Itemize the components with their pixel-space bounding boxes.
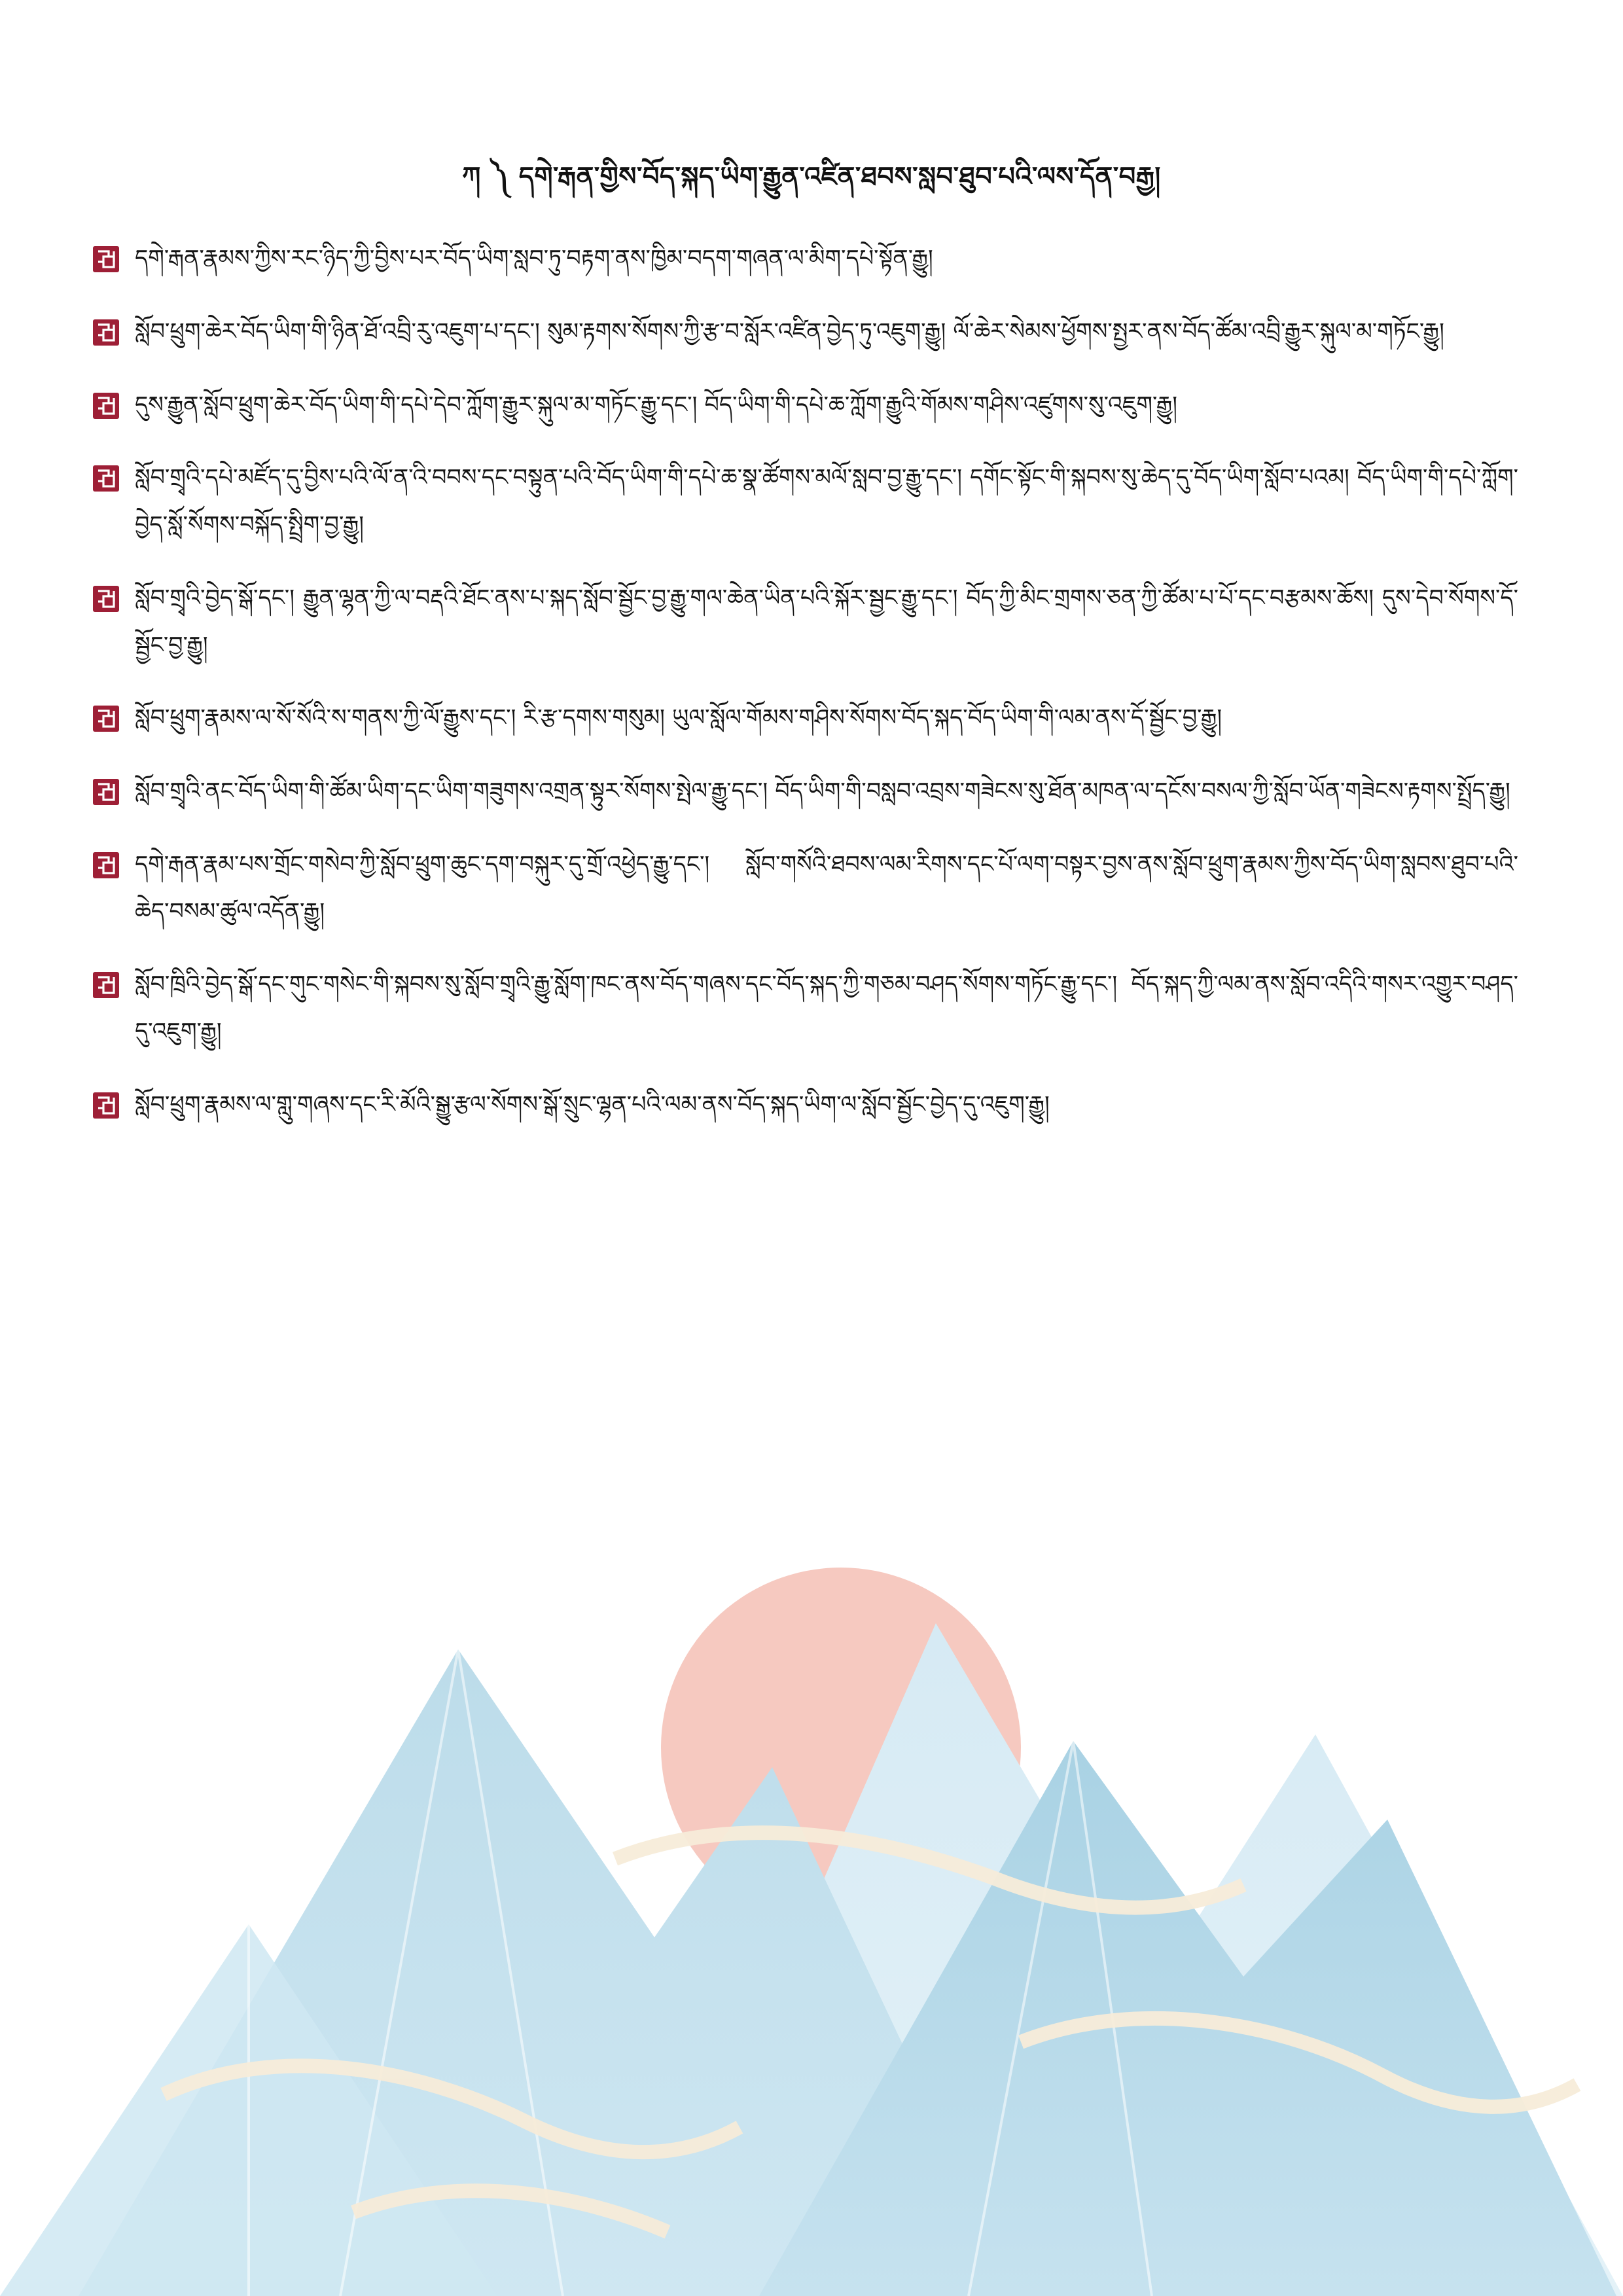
list-item (92, 236, 1518, 283)
list-item (92, 382, 1518, 429)
list-item-text: སློབ་ཕྲུག་རྣམས་ལ་སོ་སོའི་ས་གནས་ཀྱི་ལོ་རྒྱུས་དང་། རི་རྩ་དགས་གསུམ། ཡུལ་སློལ་གོམས་གཤིས་སོགས་བོད་སྐད་བོད་ཡིག་གི་ལམ་ནས་དོ་སྦྱོང་བྱ་རྒྱུ། (135, 705, 1222, 732)
list-item (92, 575, 1518, 670)
endless-knot-icon (92, 1091, 120, 1120)
list-item-text: དུས་རྒྱུན་སློབ་ཕྲུག་ཆེར་བོད་ཡིག་གི་དཔེ་དེབ་ཀློག་རྒྱུར་སྐུལ་མ་གཏོང་རྒྱུ་དང་། བོད་ཡིག་གི་དཔེ་ཆ་ཀློག་རྒྱུའི་གོམས་གཤིས་འཛུགས་སུ་འཇུག་རྒྱུ། (135, 391, 1177, 418)
endless-knot-icon (92, 704, 120, 733)
list-item-text: སློབ་ཕྲུག་རྣམས་ལ་གླུ་གཞས་དང་རི་མོའི་སྒྱུ་རྩལ་སོགས་སྒོ་སྲུང་ལྷན་པའི་ལམ་ནས་བོད་སྐད་ཡིག་ལ་སློབ་སྦྱོང་བྱེད་དུ་འཇུག་རྒྱུ། (135, 1091, 1050, 1118)
list-item (92, 695, 1518, 742)
endless-knot-icon (92, 391, 120, 420)
endless-knot-icon (92, 851, 120, 880)
list-item (92, 842, 1518, 936)
endless-knot-icon (92, 318, 120, 347)
list-item-text: དགེ་རྒན་རྣམས་ཀྱིས་རང་ཉིད་ཀྱི་བྱིས་པར་བོད་ཡིག་སླབ་ཏུ་བརྟག་ནས་ཁྱིམ་བདག་གཞན་ལ་མིག་དཔེ་སྟོན་རྒྱུ། (135, 245, 933, 272)
list-item-text: སློབ་ཁྲིའི་བྱེད་སྒོ་དང་གུང་གསེང་གི་སྐབས་སུ་སློབ་གྲྭའི་རྒྱུ་སློག་ཁང་ནས་བོད་གཞས་དང་བོད་སྐད་ཀྱི་གཅམ་བཤད་སོགས་གཏོང་རྒྱུ་དང་། བོད་སྐད་ཀྱི་ལམ་ནས་སློབ་འདིའི་གསར་འགྱུར་བཤད་དུ་འཇུག་རྒྱུ། (135, 971, 1518, 1045)
list-item (92, 455, 1518, 549)
endless-knot-icon (92, 245, 120, 274)
endless-knot-icon (92, 971, 120, 999)
list-item-text: སློབ་གྲྭའི་བྱེད་སྒོ་དང་། རྒྱུན་ལྷན་ཀྱི་ལ་བརྡའི་ཐོང་ནས་པ་སྐད་སློབ་སྦྱོང་བྱ་རྒྱུ་གལ་ཆེན་ཡིན་པའི་སྐོར་སྦྱང་རྒྱུ་དང་། བོད་ཀྱི་མིང་གྲགས་ཅན་ཀྱི་ཚོམ་པ་པོ་དང་བརྩམས་ཆོས། དུས་དེབ་སོགས་དོ་སྦྱོང་བྱ་རྒྱུ། (135, 584, 1518, 658)
list-item (92, 1082, 1518, 1129)
endless-knot-icon (92, 778, 120, 806)
list-item (92, 309, 1518, 356)
list-item-text: སློབ་གྲྭའི་དཔེ་མཛོད་དུ་བྱིས་པའི་ལོ་ན་འི་བབས་དང་བསྟུན་པའི་བོད་ཡིག་གི་དཔེ་ཆ་སྣ་ཚོགས་མལོ་སླབ་བྱ་རྒྱུ་དང་། དགོང་སྟོང་གི་སྐབས་སུ་ཆེད་དུ་བོད་ཡིག་སློབ་པའམ། བོད་ཡིག་གི་དཔེ་ཀློག་བྱེད་སློ་སོགས་བསྐོད་སྤྲིག་བྱ་རྒྱུ། (135, 465, 1518, 538)
endless-knot-icon (92, 584, 120, 613)
list-item (92, 961, 1518, 1056)
list-item-text: སློབ་གྲྭའི་ནང་བོད་ཡིག་གི་ཚོམ་ཡིག་དང་ཡིག་གཟུགས་འགྲན་སྟུར་སོགས་སྤེལ་རྒྱུ་དང་། བོད་ཡིག་གི་བསླབ་འབྲས་གཟེངས་སུ་ཐོན་མཁན་ལ་དངོས་བསལ་ཀྱི་སློབ་ཡོན་གཟེངས་རྟགས་སྤྲོད་རྒྱུ། (135, 778, 1510, 804)
list-item-text: དགེ་རྒན་རྣམ་པས་གྲོང་གསེབ་ཀྱི་སློབ་ཕྲུག་ཆུང་དག་བསྐུར་དུ་གྲོ་འཕྱེད་རྒྱུ་དང་། སློབ་གསོའི་ཐབས་ལམ་རིགས་དང་པོ་ལག་བསྟར་བྱས་ནས་སློབ་ཕྲུག་རྣམས་ཀྱིས་བོད་ཡིག་སླབས་ཐུབ་པའི་ཆེད་བསམ་ཚུལ་འདོན་རྒྱུ། (135, 851, 1518, 925)
page-title: ཀ ༽ དགེ་རྒན་གྱིས་བོད་སྐད་ཡིག་རྒྱུན་འཛིན་ཐབས་སླབ་ཐུབ་པའི་ལས་དོན་བརྒྱ། (462, 162, 1161, 192)
list-item (92, 768, 1518, 816)
document-content (0, 152, 1623, 1129)
endless-knot-icon (92, 464, 120, 493)
guideline-list (0, 236, 1623, 1129)
list-item-text: སློབ་ཕྲུག་ཆེར་བོད་ཡིག་གི་ཉིན་ཐོ་འབྲི་རུ་འཇུག་པ་དང་། སུམ་རྟགས་སོགས་ཀྱི་རྩ་བ་སློར་འཛིན་བྱེད་ཏུ་འཇུག་རྒྱུ། ལོ་ཆེར་སེམས་ཕྱོགས་སྤྱར་ནས་བོད་ཚོམ་འབྲི་རྒྱུར་སྐུལ་མ་གཏོང་རྒྱུ། (135, 318, 1444, 345)
